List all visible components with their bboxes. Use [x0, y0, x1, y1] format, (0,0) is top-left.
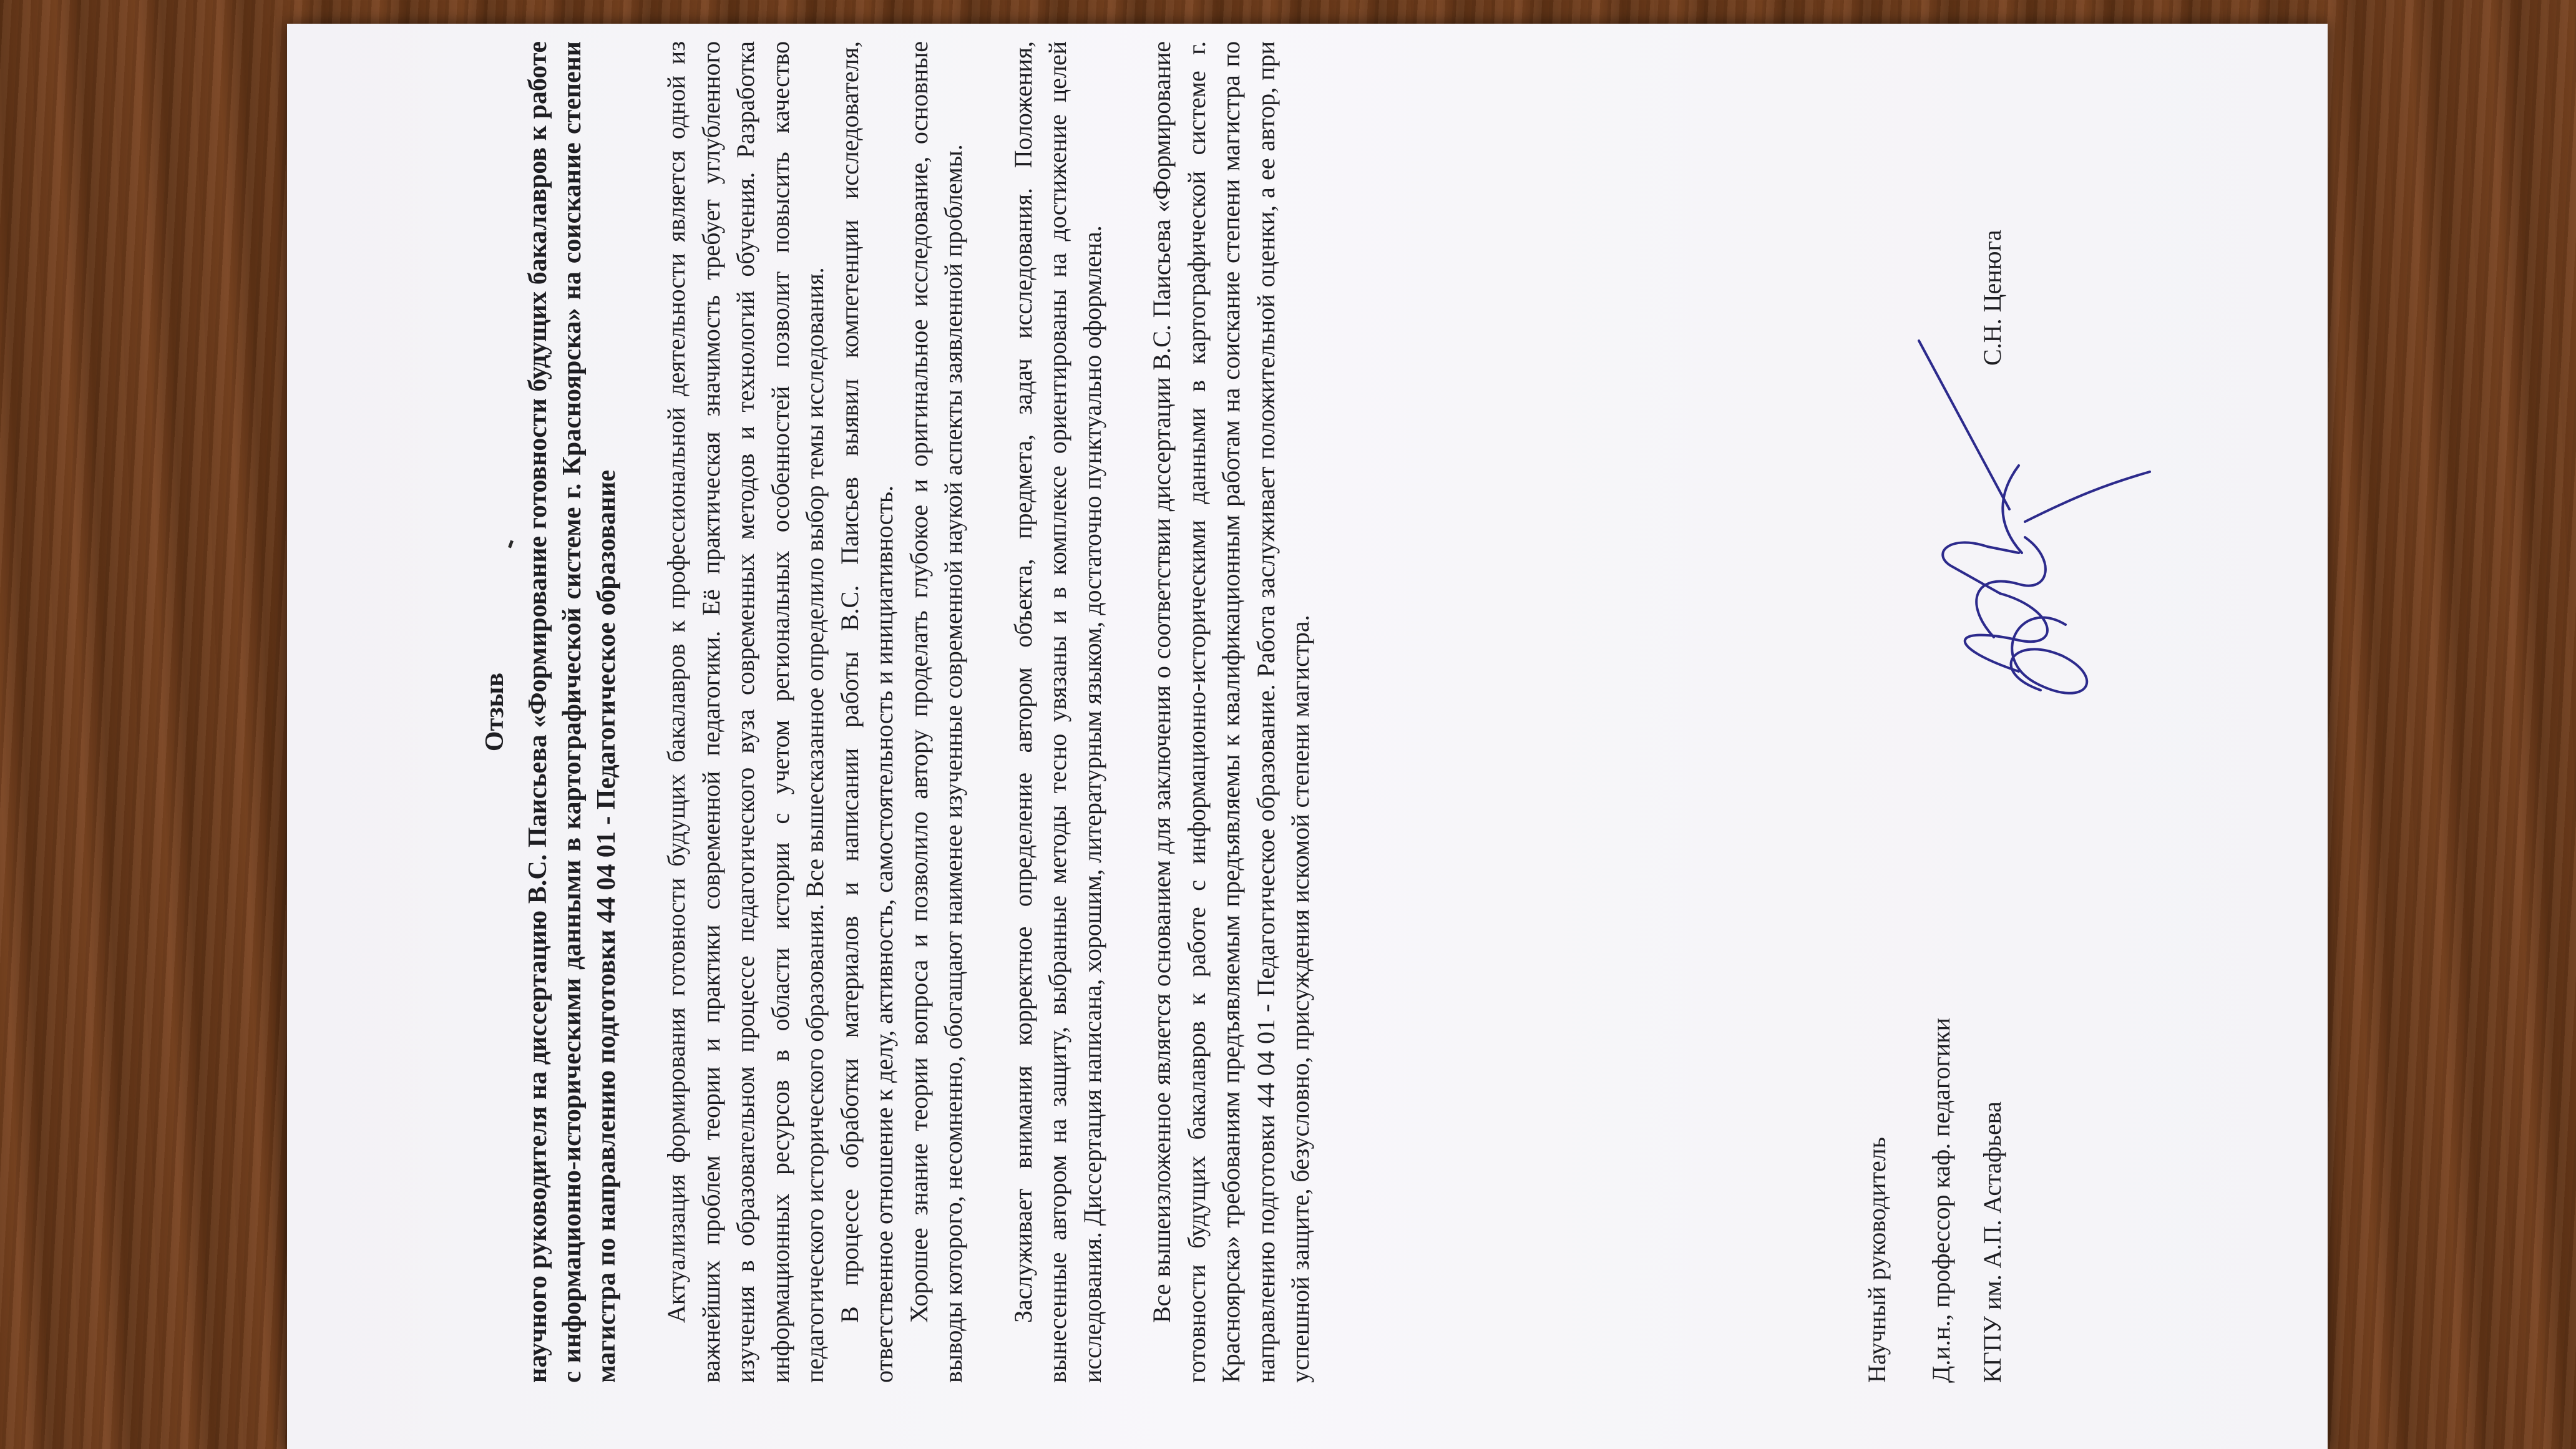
signer-role: Научный руководитель [1863, 1137, 1891, 1383]
letter-document [477, 41, 2200, 1383]
paragraph-3: Хорошее знание теории вопроса и позволило автору проделать глубокое и оригинальное исследование, основные выводы которого, несомненно, обогащают наименее изученные современной наукой аспекты заявленной проблемы. [904, 41, 967, 1383]
paragraph-2: В процессе обработки материалов и написании работы В.С. Паисьев выявил компетенции исследователя, ответственное отношение к делу, активность, самостоятельность и инициативность. [835, 41, 898, 1383]
paragraph-5: Все вышеизложенное является основанием для заключения о соответствии диссертации В.С. Паисьева «Формирование готовности будущих бакалавров к работе с информационно-историческими данными в картографической системе г. Красноярска» требованиям предъявляемым предъявляемы к квалификационным работам на соискание степени магистра по направлению подготовки 44 04 01 - Педагогическое образование. Работа заслуживает положительной оценки, а ее автор, при успешной защите, безусловно, присуждения искомой степени магистра. [1148, 41, 1314, 1383]
paragraph-4: Заслуживает внимания корректное определение автором объекта, предмета, задач исследования. Положения, вынесенные автором на защиту, выбранные методы тесно увязаны и в комплексе ориентированы на достижение целей исследования. Диссертация написана, хорошим, литературным языком, достаточно пунктуально оформлена. [1008, 41, 1106, 1383]
document-heading: научного руководителя на диссертацию В.С. Паисьева «Формирование готовности будущих бакалавров к работе с информационно-историческими данными в картографической системе г. Красноярска» на соискание степени магистра по направлению подготовки 44 04 01 - Педагогическое образование [524, 41, 621, 1383]
document-title: Отзыв [481, 672, 509, 752]
signer-institution: КГПУ им. А.П. Астафьева [1978, 1101, 2006, 1383]
paragraph-1: Актуализация формирования готовности будущих бакалавров к профессиональной деятельности является одной из важнейших проблем теории и практики современной педагогики. Её практическая значимость требует углубленного изучения в образовательном процессе педагогического вуза современных методов и технологий обучения. Разработка информационных ресурсов в области истории с учетом региональных особенностей позволит повысить качество педагогического исторического образования. Все вышесказанное определило выбор темы исследования. [662, 41, 829, 1383]
signer-name: С.Н. Ценюга [1978, 230, 2006, 366]
signer-credentials: Д.и.н., профессор каф. педагогики [1927, 1018, 1955, 1383]
